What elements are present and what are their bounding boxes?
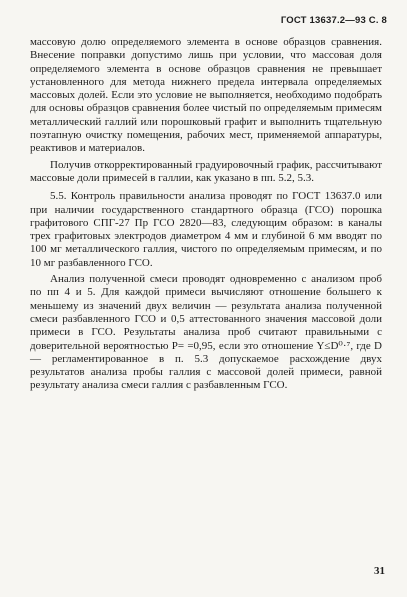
paragraph-3: 5.5. Контроль правильности анализа проводят по ГОСТ 13637.0 или при наличии государственного стандартного образца (ГСО) порошка графитового СПГ-27 Пр ГСО 2820—83, следующим образом: в каналы трех графитовых электродов диаметром 4 мм и глубиной 6 мм вводят по 100 мг металлического галлия, чистого по определяемым примесям, и по 10 мг разбавленного ГСО. [30, 190, 382, 269]
page-number: 31 [374, 565, 385, 577]
body-text [30, 36, 382, 396]
paragraph-1: массовую долю определяемого элемента в основе образцов сравнения. Внесение поправки допустимо лишь при условии, что массовая доля определяемого элемента в основе образцов сравнения не превышает установленного для метода нижнего предела интервала определяемых массовых долей. Если это условие не выполняется, необходимо подобрать для основы образцов сравнения более чистый по определяемым примесям металлический галлий или порошковый графит и выполнить тщательную поэтапную очистку помещения, рабочих мест, применяемой аппаратуры, реактивов и материалов. [30, 36, 382, 155]
paragraph-2: Получив откорректированный градуировочный график, рассчитывают массовые доли примесей в галлии, как указано в пп. 5.2, 5.3. [30, 158, 382, 184]
paragraph-4: Анализ полученной смеси проводят одновременно с анализом проб по пп 4 и 5. Для каждой примеси вычисляют отношение большего к меньшему из значений двух величин — результата анализа полученной смеси разбавленного ГСО и 0,5 аттестованного значения массовой доли примеси в ГСО. Результаты анализа проб считают правильными с доверительной вероятностью P= =0,95, если это отношение Y≤D⁰·⁷, где D — регламентированное в п. 5.3 допускаемое расхождение двух результатов анализа пробы галлия с массовой долей примеси, равной результату анализа смеси галлия с разбавленным ГСО. [30, 273, 382, 392]
running-header: ГОСТ 13637.2—93 С. 8 [280, 15, 387, 26]
